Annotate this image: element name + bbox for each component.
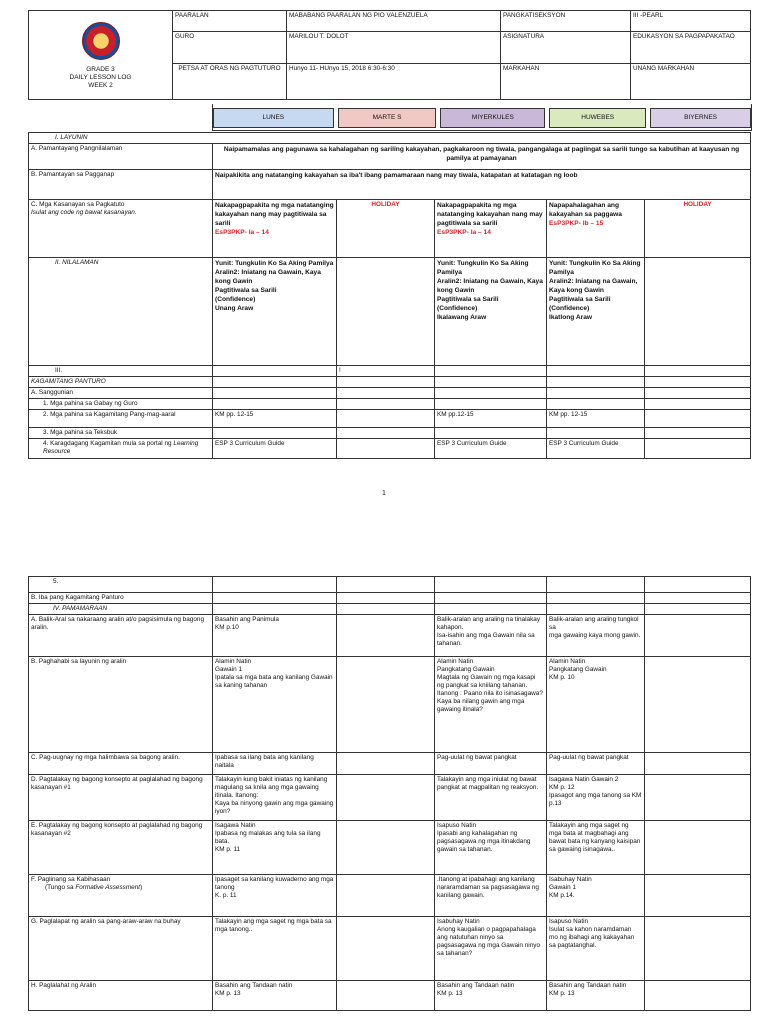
competency-wednesday	[435, 200, 547, 258]
content-friday	[645, 258, 751, 366]
empty-cell	[337, 377, 435, 388]
competencies-label: C. Mga Kasanayan sa Pagkatuto	[31, 201, 125, 208]
empty-cell	[645, 366, 751, 377]
content-tuesday	[337, 258, 435, 366]
empty-cell	[645, 981, 751, 1011]
empty-cell	[337, 388, 435, 399]
discussion1-thursday: Isagawa Natin Gawain 2 KM p. 12 Ipasagot ang mga tanong sa KM p.13	[547, 775, 645, 821]
empty-cell	[337, 753, 435, 775]
empty-cell	[435, 604, 547, 615]
empty-cell	[213, 577, 337, 593]
mastery-cell	[29, 875, 213, 917]
empty-cell	[337, 439, 435, 459]
empty-cell	[337, 821, 435, 875]
other-materials: B. Iba pang Kagamitang Panturo	[29, 593, 213, 604]
empty-cell	[337, 428, 435, 439]
competencies-cell	[29, 200, 213, 258]
empty-cell	[547, 577, 645, 593]
empty-cell	[645, 775, 751, 821]
day-friday: BIYERNES	[650, 108, 751, 128]
ref-portal-wednesday: ESP 3 Curriculum Guide	[435, 439, 547, 459]
empty-cell	[337, 875, 435, 917]
empty-cell	[645, 439, 751, 459]
generalization-wednesday: Basahin ang Tandaan natin KM p. 13	[435, 981, 547, 1011]
section-iii: III.	[29, 366, 213, 377]
school-seal-icon	[82, 22, 120, 60]
discussion1-wednesday: Talakayin ang mga iniulat ng bawat pangkat at magpalitan ng reaksyon.	[435, 775, 547, 821]
content-monday: Yunit: Tungkulin Ko Sa Aking Pamilya Aralin2: Iniatang na Gawain, Kaya kong Gawin Pagtitiwala sa Sarili (Confidence) Unang Araw	[213, 258, 337, 366]
empty-cell	[645, 577, 751, 593]
competency-wednesday-text: Nakapagpapakita ng mga natatanging kakayahan nang may pagtitiwala sa sarili	[437, 202, 543, 227]
empty-cell	[645, 388, 751, 399]
empty-cell	[337, 577, 435, 593]
ref-portal-monday: ESP 3 Curriculum Guide	[213, 439, 337, 459]
ref-lm-thursday: KM pp. 12-15	[547, 410, 645, 428]
page-1	[0, 10, 768, 455]
application-monday: Talakayin ang mga saget ng mga bata sa mga tanong..	[213, 917, 337, 981]
grade-section-value: III -PEARL	[631, 11, 751, 32]
empty-cell	[337, 410, 435, 428]
mastery-sub-a: (Tungo sa	[45, 884, 76, 891]
empty-cell	[547, 388, 645, 399]
section-iii-mark: !	[337, 366, 435, 377]
mastery-monday: Ipasaget sa kanilang kuwaderno ang mga tanong K. p. 11	[213, 875, 337, 917]
empty-cell	[213, 366, 337, 377]
content-wednesday: Yunit: Tungkulin Ko Sa Aking Pamilya Aralin2: Iniatang na Gawain, Kaya kong Gawin Pagtitiwala sa Sarili (Confidence) Ikalawang Araw	[435, 258, 547, 366]
empty-cell	[213, 388, 337, 399]
empty-cell	[213, 399, 337, 410]
competency-thursday-text: Napapahalagahan ang kakayahan sa paggawa	[549, 202, 622, 218]
competencies-sub: Isulat ang code ng bawat kasanayan.	[31, 209, 137, 216]
ref-portal-text: 4. Karagdagang Kagamitan mula sa portal ng	[43, 440, 172, 447]
empty-cell	[213, 593, 337, 604]
performance-standard-text: Naipakikita ang natatanging kakayahan sa iba't ibang pamamaraan nang may tiwala, katapatan at katatagan ng loob	[213, 170, 751, 200]
ref-portal	[29, 439, 213, 459]
empty-cell	[547, 604, 645, 615]
competency-monday-text: Nakapagpapakita ng mga natatanging kakayahan nang may pagtitiwala sa sarili	[215, 202, 334, 227]
empty-cell	[435, 366, 547, 377]
empty-cell	[435, 577, 547, 593]
competency-wednesday-code: EsP3PKP- Ia – 14	[437, 229, 491, 236]
quarter-value: UNANG MARKAHAN	[631, 64, 751, 100]
ref-teacher-guide: 1. Mga pahina sa Gabay ng Guro	[29, 399, 213, 410]
purpose-label: B. Paghahabi sa layunin ng aralin	[29, 657, 213, 753]
doc-title: DAILY LESSON LOG	[69, 74, 132, 81]
empty-cell	[435, 593, 547, 604]
empty-cell	[645, 657, 751, 753]
purpose-thursday: Alamin Natin Pangkatang Gawain KM p. 10	[547, 657, 645, 753]
school-value: MABABANG PAARALAN NG PIO VALENZUELA	[287, 11, 501, 32]
review-thursday: Balik-aralan ang araling tungkol sa mga gawaing kaya mong gawin.	[547, 615, 645, 657]
empty-cell	[337, 917, 435, 981]
application-label: G. Paglalapat ng aralin sa pang-araw-araw na buhay	[29, 917, 213, 981]
empty-cell	[547, 399, 645, 410]
empty-cell	[337, 981, 435, 1011]
competency-monday	[213, 200, 337, 258]
empty-cell	[645, 604, 751, 615]
empty-cell	[547, 377, 645, 388]
purpose-monday: Alamin Natin Gawain 1 Ipatala sa mga bata ang kanilang Gawain sa kaning tahanan	[213, 657, 337, 753]
school-label: PAARALAN	[173, 11, 287, 32]
subject-value: EDUKASYON SA PAGPAPAKATAO	[631, 32, 751, 64]
empty-cell	[337, 604, 435, 615]
empty-cell	[645, 917, 751, 981]
review-wednesday: Balik-aralan ang araling na tinalakay kahapon. Isa-isahin ang mga Gawain nila sa tahanan.	[435, 615, 547, 657]
empty-cell	[337, 615, 435, 657]
ref-lm-wednesday: KM pp.12-15	[435, 410, 547, 428]
review-label: A. Balik-Aral sa nakaraang aralin at/o pagsisimula ng bagong aralin.	[29, 615, 213, 657]
mastery-sub-b: )	[140, 884, 143, 891]
discussion2-monday: Isagawa Natin Ipabasa ng malakas ang tula sa ilang bata. KM p. 11	[213, 821, 337, 875]
competency-thursday-code: EsP3PKP- Ib – 15	[549, 220, 604, 227]
empty-cell	[435, 399, 547, 410]
grade-section-label: PANGKATISEKSYON	[501, 11, 631, 32]
empty-cell	[337, 657, 435, 753]
subject-label: ASIGNATURA	[501, 32, 631, 64]
day-header-bar	[212, 104, 752, 131]
empty-cell	[645, 753, 751, 775]
procedure-heading: IV. PAMAMARAAN	[29, 604, 213, 615]
ref-lm-monday: KM pp. 12-15	[213, 410, 337, 428]
content-standard-label: A. Pamantayang Pangnilalaman	[29, 144, 213, 170]
empty-cell	[435, 377, 547, 388]
mastery-thursday: Isabuhay Natin Gawain 1 KM p.14.	[547, 875, 645, 917]
grade-title: GRADE 3	[86, 66, 115, 73]
discussion2-wednesday: Isapuso Natin Ipasabi ang kahalagahan ng pagsasagawa ng mga itinakdang gawain sa tahanan.	[435, 821, 547, 875]
empty-cell	[645, 410, 751, 428]
empty-cell	[645, 821, 751, 875]
objectives-heading: I. LAYUNIN	[29, 133, 751, 144]
content-thursday: Yunit: Tungkulin Ko Sa Aking Pamilya Aralin2: Iniatang na Gawain, Kaya kong Gawin Pagtitiwala sa Sarili (Confidence) Ikatlong Araw	[547, 258, 645, 366]
empty-cell	[337, 399, 435, 410]
examples-monday: Ipabasa sa ilang bata ang kanilang naitala	[213, 753, 337, 775]
empty-cell	[645, 593, 751, 604]
content-heading: II. NILALAMAN	[29, 258, 213, 366]
empty-cell	[645, 875, 751, 917]
generalization-label: H. Paglalahat ng Aralin	[29, 981, 213, 1011]
mastery-label: F. Paglinang sa Kabihasaan	[31, 876, 111, 883]
empty-cell	[213, 428, 337, 439]
competency-thursday	[547, 200, 645, 258]
holiday-tuesday: HOLIDAY	[337, 200, 435, 258]
quarter-label: MARKAHAN	[501, 64, 631, 100]
discussion2-label: E. Pagtalakay ng bagong konsepto at paglalahad ng bagong kasanayan #2	[29, 821, 213, 875]
empty-cell	[435, 428, 547, 439]
page-number: 1	[382, 490, 386, 497]
date-label: PETSA AT ORAS NG PAGTUTURO	[173, 64, 287, 100]
competency-monday-code: EsP3PKP- Ia – 14	[215, 229, 269, 236]
ref-item-5: 5.	[29, 577, 213, 593]
generalization-monday: Basahin ang Tandaan natin KM p. 13	[213, 981, 337, 1011]
teacher-value: MARILOU T. DOLOT	[287, 32, 501, 64]
header-table	[28, 10, 751, 100]
empty-cell	[547, 593, 645, 604]
lesson-table-1	[28, 132, 751, 459]
discussion1-label: D. Pagtalakay ng bagong konsepto at paglalahad ng bagong kasanayan #1	[29, 775, 213, 821]
day-wednesday: MIYERKULES	[440, 108, 545, 128]
empty-cell	[337, 593, 435, 604]
performance-standard-label: B. Pamantayan sa Pagganap	[29, 170, 213, 200]
application-wednesday: Isabuhay Natin Anong kaugalian o pagpapahalaga ang natutuhan ninyo sa pagsasagawa ng mga Gawain ninyo sa tahanan?	[435, 917, 547, 981]
content-standard-text: Naipamamalas ang pagunawa sa kahalagahan ng sariling kakayahan, pagkakaroon ng tiwala, pangangalaga at pagiingat sa sarili tungo sa kabutihan at kaayusan ng pamilya at pamayanan	[213, 144, 751, 170]
examples-thursday: Pag-uulat ng bawat pangkat	[547, 753, 645, 775]
ref-learner-material: 2. Mga pahina sa Kagamitang Pang-mag-aaral	[29, 410, 213, 428]
empty-cell	[547, 366, 645, 377]
empty-cell	[337, 775, 435, 821]
materials-heading: KAGAMITANG PANTURO	[29, 377, 213, 388]
school-seal-cell	[29, 11, 173, 100]
day-monday: LUNES	[213, 108, 334, 128]
application-thursday: Isapuso Natin Isulat sa kahon naramdaman mo ng ibahagi ang kakayahan sa pagtatanghal.	[547, 917, 645, 981]
empty-cell	[213, 377, 337, 388]
ref-textbook: 3. Mga pahina sa Teksbuk	[29, 428, 213, 439]
mastery-sub-italic: Formative Assessment	[75, 884, 141, 891]
date-value: Hunyo 11- HUnyo 15, 2018 6:30-6:30	[287, 64, 501, 100]
empty-cell	[645, 399, 751, 410]
holiday-friday: HOLIDAY	[645, 200, 751, 258]
lesson-table-2	[28, 576, 751, 1011]
empty-cell	[435, 388, 547, 399]
generalization-thursday: Basahin ang Tandaan natin KM p. 13	[547, 981, 645, 1011]
examples-label: C. Pag-uugnay ng mga halimbawa sa bagong aralin.	[29, 753, 213, 775]
week-title: WEEK 2	[88, 82, 113, 89]
mastery-sub	[31, 884, 210, 892]
empty-cell	[645, 615, 751, 657]
ref-portal-italic: Learning Resource	[43, 440, 199, 455]
empty-cell	[213, 604, 337, 615]
purpose-wednesday: Alamin Natin Pangkatang Gawain Magtala ng Gawain ng mga kasapi ng pangkat sa kniilang tahanan. Itanong : Paano nila ito isinasagawa? Kaya ba nilang gawin ang mga gawaing itinala?	[435, 657, 547, 753]
empty-cell	[645, 428, 751, 439]
discussion2-thursday: Talakayin ang mga saget ng mga bata at magbahagi ang bawat bata ng kanyang kaisipan sa gawaing isinagawa..	[547, 821, 645, 875]
empty-cell	[645, 377, 751, 388]
empty-cell	[547, 428, 645, 439]
ref-portal-thursday: ESP 3 Curriculum Guide	[547, 439, 645, 459]
discussion1-monday: Talakayin kung bakit iniatas ng kanilang magulang sa knila ang mga gawaing itinala. Itanong: Kaya ba ninyong gawin ang mga gawaing iyon?	[213, 775, 337, 821]
mastery-wednesday: .Itanong at ipabahagi ang kanilang nararamdaman sa pagsasagawa ng kanilang gawain.	[435, 875, 547, 917]
day-tuesday: MARTE S	[338, 108, 437, 128]
examples-wednesday: Pag-uulat ng bawat pangkat	[435, 753, 547, 775]
review-monday: Basahin ang Panimula KM p.10	[213, 615, 337, 657]
day-thursday: HUWEBES	[549, 108, 646, 128]
teacher-label: GURO	[173, 32, 287, 64]
references-heading: A. Sanggunian	[29, 388, 213, 399]
